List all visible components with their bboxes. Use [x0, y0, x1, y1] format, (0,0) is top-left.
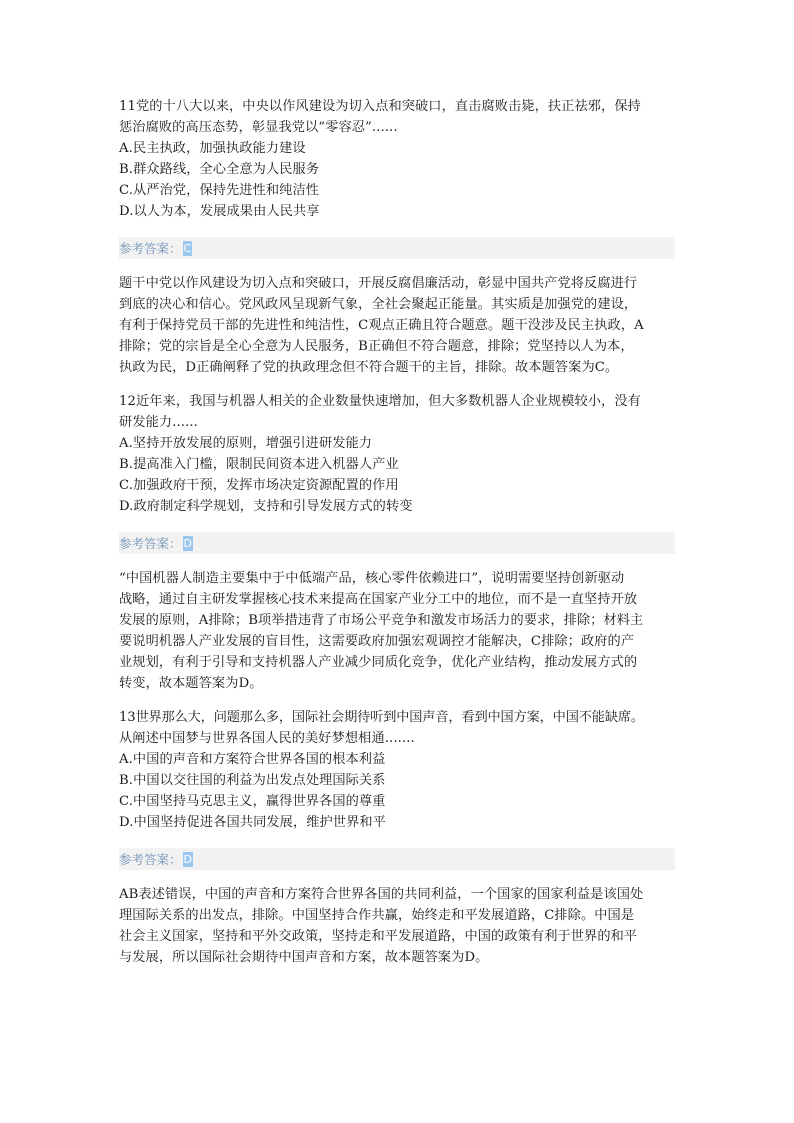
- option-c: C.中国坚持马克思主义，赢得世界各国的尊重: [119, 794, 386, 809]
- option-c: C.从严治党，保持先进性和纯洁性: [119, 183, 320, 198]
- stem-line: 11党的十八大以来，中央以作风建设为切入点和突破口，直击腐败击毙，扶正祛邪，保持: [119, 99, 641, 114]
- answer-label: 参考答案：: [119, 241, 182, 256]
- answer-bar: [119, 532, 675, 554]
- explanation-line: 执政为民，D正确阐释了党的执政理念但不符合题干的主旨，排除。故本题答案为C。: [119, 360, 619, 375]
- explanation-line: 与发展，所以国际社会期待中国声音和方案，故本题答案为D。: [119, 950, 489, 965]
- explanation-line: 排除；党的宗旨是全心全意为人民服务，B正确但不符合题意，排除；党坚持以人为本，: [119, 339, 634, 354]
- option-list: [119, 749, 679, 833]
- explanation-line: 题干中党以作风建设为切入点和突破口，开展反腐倡廉活动，彰显中国共产党将反腐进行: [119, 276, 638, 291]
- option-d: D.中国坚持促进各国共同发展，维护世界和平: [119, 815, 386, 830]
- question-stem: [119, 707, 679, 749]
- option-c: C.加强政府干预，发挥市场决定资源配置的作用: [119, 478, 399, 493]
- question-stem: [119, 96, 679, 138]
- explanation-line: 转变，故本题答案为D。: [119, 676, 263, 691]
- stem-line: 研发能力......: [119, 415, 198, 430]
- stem-line: 13世界那么大，问题那么多，国际社会期待听到中国声音，看到中国方案，中国不能缺席。: [119, 710, 644, 725]
- explanation-line: 有利于保持党员干部的先进性和纯洁性，C观点正确且符合题意。题干没涉及民主执政，A: [119, 318, 644, 333]
- option-b: B.中国以交往国的利益为出发点处理国际关系: [119, 773, 386, 788]
- explanation: [119, 884, 679, 968]
- stem-line: 从阐述中国梦与世界各国人民的美好梦想相通.......: [119, 731, 415, 746]
- option-b: B.提高准入门槛，限制民间资本进入机器人产业: [119, 457, 399, 472]
- question-block-12: [119, 391, 679, 694]
- question-block-11: [119, 96, 679, 378]
- explanation-line: 业规划，有利于引导和支持机器人产业减少同质化竞争，优化产业结构，推动发展方式的: [119, 655, 638, 670]
- stem-line: 惩治腐败的高压态势，彰显我党以“零容忍”......: [119, 120, 398, 135]
- answer-value: C: [183, 241, 192, 255]
- document-page: [119, 96, 679, 981]
- option-d: D.政府制定科学规划，支持和引导发展方式的转变: [119, 499, 413, 514]
- answer-value: D: [183, 536, 192, 550]
- option-d: D.以人为本，发展成果由人民共享: [119, 204, 320, 219]
- option-b: B.群众路线，全心全意为人民服务: [119, 162, 320, 177]
- explanation-line: 要说明机器人产业发展的盲目性，这需要政府加强宏观调控才能解决，C排除；政府的产: [119, 634, 635, 649]
- explanation-line: “中国机器人制造主要集中于中低端产品，核心零件依赖进口”，说明需要坚持创新驱动: [119, 571, 625, 586]
- answer-label: 参考答案：: [119, 536, 182, 551]
- explanation-line: 社会主义国家，坚持和平外交政策，坚持走和平发展道路，中国的政策有利于世界的和平: [119, 929, 638, 944]
- explanation-line: 战略，通过自主研发掌握核心技术来提高在国家产业分工中的地位，而不是一直坚持开放: [119, 592, 638, 607]
- explanation: [119, 273, 679, 378]
- explanation: [119, 568, 679, 694]
- option-a: A.坚持开放发展的原则，增强引进研发能力: [119, 436, 373, 451]
- answer-bar: [119, 237, 675, 259]
- explanation-line: AB表述错误，中国的声音和方案符合世界各国的共同利益，一个国家的国家利益是该国处: [119, 887, 644, 902]
- question-stem: [119, 391, 679, 433]
- option-list: [119, 138, 679, 222]
- answer-bar: [119, 848, 675, 870]
- question-block-13: [119, 707, 679, 968]
- option-list: [119, 433, 679, 517]
- option-a: A.民主执政，加强执政能力建设: [119, 141, 306, 156]
- answer-value: D: [183, 852, 192, 866]
- explanation-line: 到底的决心和信心。党风政风呈现新气象，全社会聚起正能量。其实质是加强党的建设，: [119, 297, 638, 312]
- answer-label: 参考答案：: [119, 852, 182, 867]
- explanation-line: 发展的原则，A排除；B项举措违背了市场公平竞争和激发市场活力的要求，排除；材料主: [119, 613, 644, 628]
- stem-line: 12近年来，我国与机器人相关的企业数量快速增加，但大多数机器人企业规模较小，没有: [119, 394, 641, 409]
- option-a: A.中国的声音和方案符合世界各国的根本利益: [119, 752, 386, 767]
- explanation-line: 理国际关系的出发点，排除。中国坚持合作共赢，始终走和平发展道路，C排除。中国是: [119, 908, 635, 923]
